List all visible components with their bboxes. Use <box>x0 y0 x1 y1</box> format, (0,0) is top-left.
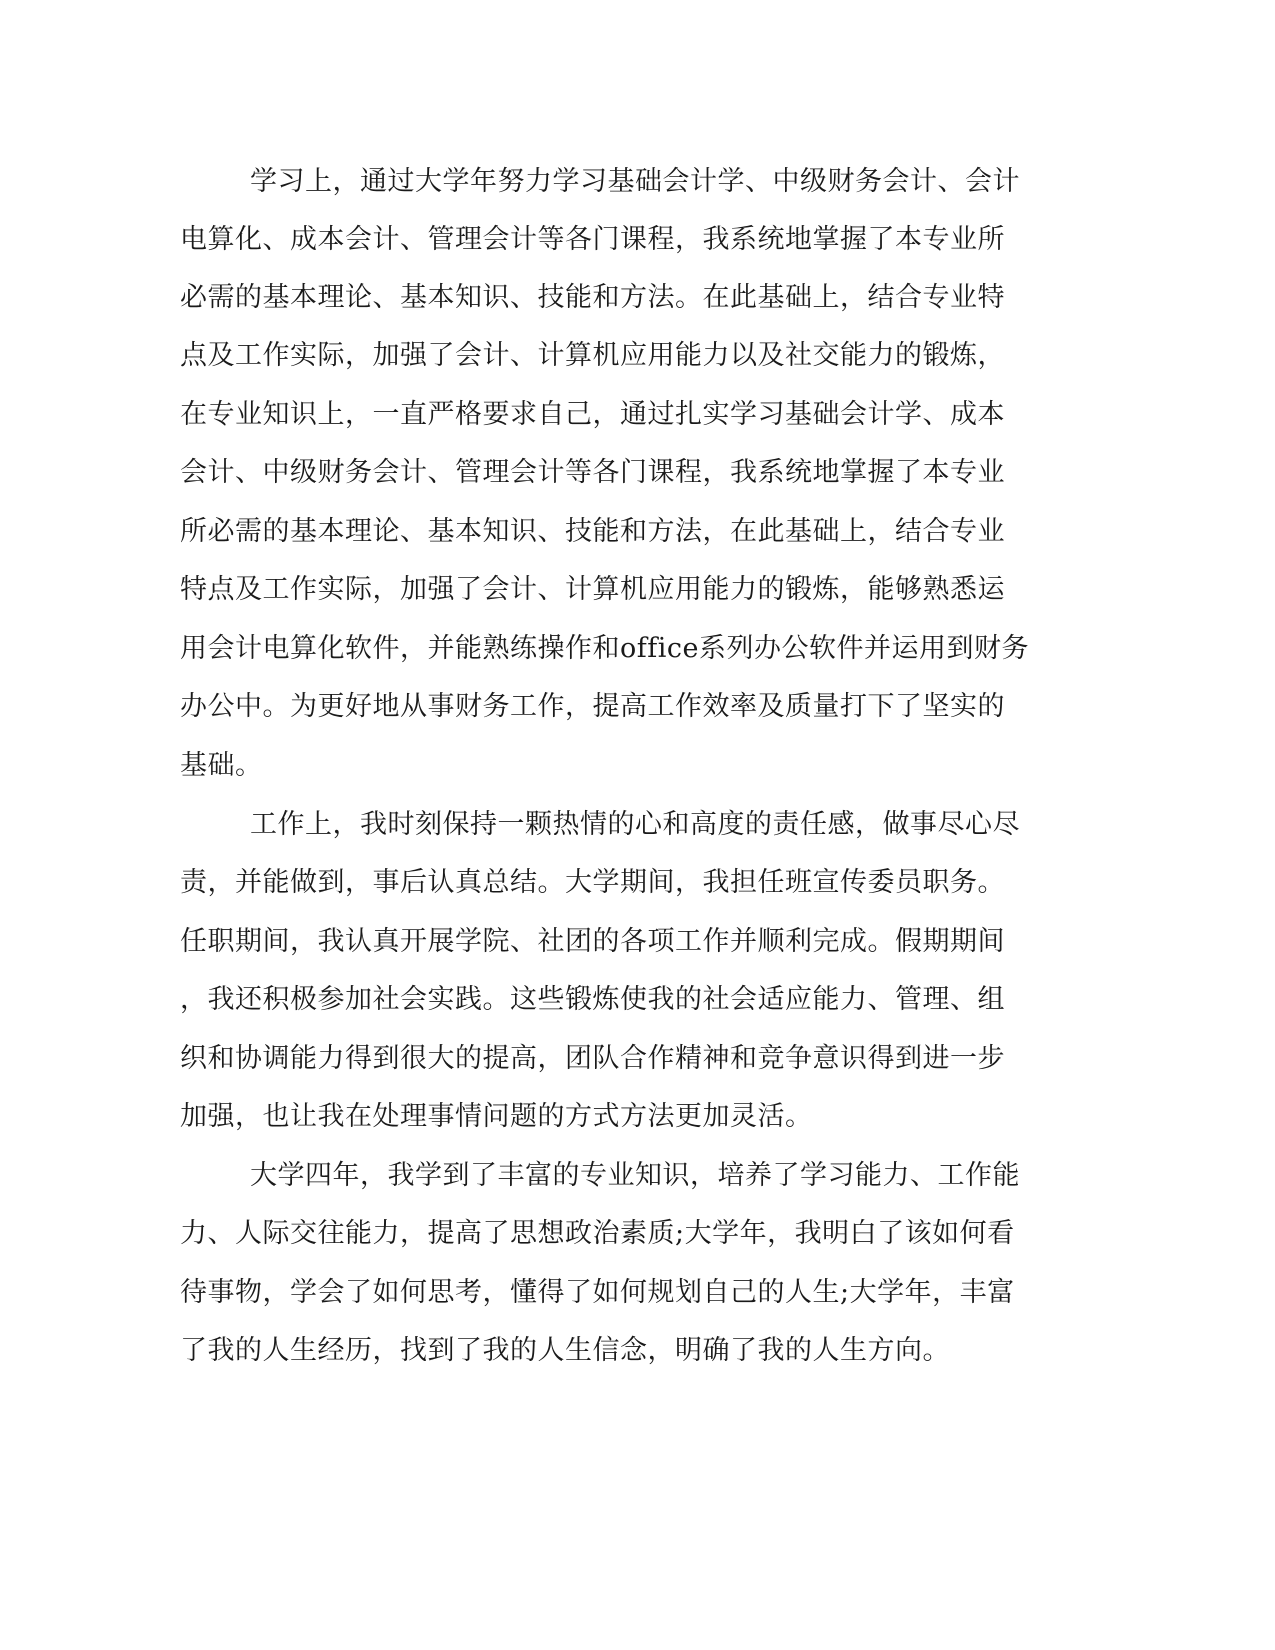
paragraph-2-line-4: ，我还积极参加社会实践。这些锻炼使我的社会适应能力、管理、组 <box>180 984 1005 1015</box>
paragraph-3-line-2: 力、人际交往能力，提高了思想政治素质;大学年，我明白了该如何看 <box>180 1218 1015 1249</box>
paragraph-1-line-4: 点及工作实际，加强了会计、计算机应用能力以及社交能力的锻炼， <box>180 340 1005 371</box>
paragraph-1-line-1: 学习上，通过大学年努力学习基础会计学、中级财务会计、会计 <box>250 166 1020 197</box>
paragraph-1-line-3: 必需的基本理论、基本知识、技能和方法。在此基础上，结合专业特 <box>180 282 1005 313</box>
paragraph-2-line-6: 加强，也让我在处理事情问题的方式方法更加灵活。 <box>180 1101 813 1132</box>
paragraph-2-line-5: 织和协调能力得到很大的提高，团队合作精神和竞争意识得到进一步 <box>180 1043 1005 1074</box>
paragraph-1-line-11: 基础。 <box>180 750 263 781</box>
paragraph-2-line-3: 任职期间，我认真开展学院、社团的各项工作并顺利完成。假期期间 <box>180 926 1005 957</box>
paragraph-2-line-1: 工作上，我时刻保持一颗热情的心和高度的责任感，做事尽心尽 <box>250 809 1020 840</box>
paragraph-1-line-10: 办公中。为更好地从事财务工作，提高工作效率及质量打下了坚实的 <box>180 691 1005 722</box>
paragraph-3-line-4: 了我的人生经历，找到了我的人生信念，明确了我的人生方向。 <box>180 1335 950 1366</box>
paragraph-1-line-5: 在专业知识上，一直严格要求自己，通过扎实学习基础会计学、成本 <box>180 399 1005 430</box>
paragraph-1-line-6: 会计、中级财务会计、管理会计等各门课程，我系统地掌握了本专业 <box>180 457 1005 488</box>
paragraph-1-line-9: 用会计电算化软件，并能熟练操作和office系列办公软件并运用到财务 <box>180 633 1029 664</box>
paragraph-2-line-2: 责，并能做到，事后认真总结。大学期间，我担任班宣传委员职务。 <box>180 867 1005 898</box>
paragraph-1-line-8: 特点及工作实际，加强了会计、计算机应用能力的锻炼，能够熟悉运 <box>180 574 1005 605</box>
paragraph-3-line-1: 大学四年，我学到了丰富的专业知识，培养了学习能力、工作能 <box>250 1160 1020 1191</box>
paragraph-3-line-3: 待事物，学会了如何思考，懂得了如何规划自己的人生;大学年，丰富 <box>180 1277 1015 1308</box>
paragraph-1-line-2: 电算化、成本会计、管理会计等各门课程，我系统地掌握了本专业所 <box>180 224 1005 255</box>
paragraph-1-line-7: 所必需的基本理论、基本知识、技能和方法，在此基础上，结合专业 <box>180 516 1005 547</box>
